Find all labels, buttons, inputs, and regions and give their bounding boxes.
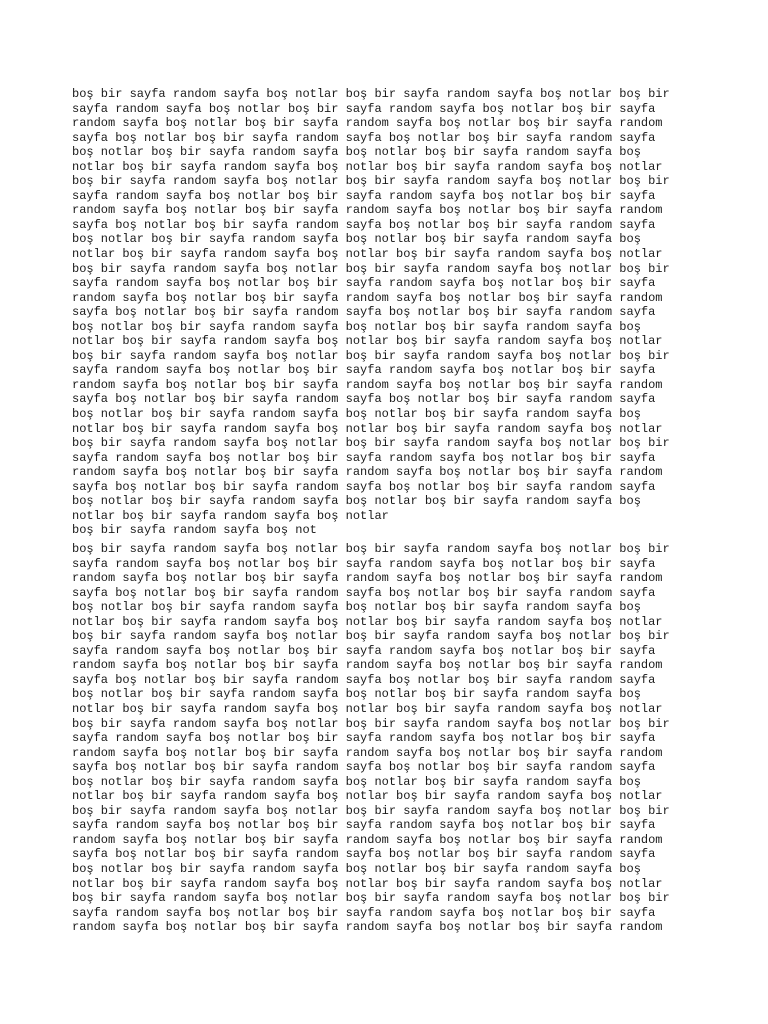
text-block-1: boş bir sayfa random sayfa boş notlar boş bir sayfa random sayfa boş notlar boş bir sayfa random sayfa boş notlar boş bir sayfa random sayfa boş notlar boş bir sayfa random sayfa boş notlar boş bir sayfa random sayfa boş notlar boş bir sayfa random sayfa boş notlar boş bir sayfa random sayfa boş notlar boş bir sayfa random sayfa boş notlar boş bir sayfa random sayfa boş notlar boş bir sayfa random sayfa boş notlar boş bir sayfa random sayfa boş notlar boş bir sayfa random sayfa boş notlar boş bir sayfa random sayfa boş notlar boş bir sayfa random sayfa boş notlar boş bir sayfa random sayfa boş notlar boş bir sayfa random sayfa boş notlar boş bir sayfa random sayfa boş notlar boş bir sayfa random sayfa boş notlar boş bir sayfa random sayfa boş notlar boş bir sayfa random sayfa boş notlar boş bir sayfa random sayfa boş notlar boş bir sayfa random sayfa boş notlar boş bir sayfa random sayfa boş notlar boş bir sayfa random sayfa boş notlar boş bir sayfa random sayfa boş notlar boş bir sayfa random sayfa boş notlar boş bir sayfa random sayfa boş notlar boş bir sayfa random sayfa boş notlar boş bir sayfa random sayfa boş notlar boş bir sayfa random sayfa boş notlar boş bir sayfa random sayfa boş notlar boş bir sayfa random sayfa boş notlar boş bir sayfa random sayfa boş notlar boş bir sayfa random sayfa boş notlar boş bir sayfa random sayfa boş notlar boş bir sayfa random sayfa boş notlar boş bir sayfa random sayfa boş notlar boş bir sayfa random sayfa boş notlar boş bir sayfa random sayfa boş notlar boş bir sayfa random sayfa boş notlar boş bir sayfa random sayfa boş notlar boş bir sayfa random sayfa boş notlar boş bir sayfa random sayfa boş notlar boş bir sayfa random sayfa boş notlar boş bir sayfa random sayfa boş notlar boş bir sayfa random sayfa boş notlar boş bir sayfa random sayfa boş notlar boş bir sayfa random sayfa boş notlar boş bir sayfa random sayfa boş notlar boş bir sayfa random sayfa boş notlar boş bir sayfa random sayfa boş notlar boş bir sayfa random sayfa boş notlar boş bir sayfa random sayfa boş notlar boş bir sayfa random sayfa boş notlar boş bir sayfa random sayfa boş notlar boş bir sayfa random sayfa boş notlar boş bir sayfa random sayfa boş notlar boş bir sayfa random sayfa boş notlar boş bir sayfa random sayfa boş notlar boş bir sayfa random sayfa boş notlar boş bir sayfa random sayfa boş notlar boş bir sayfa random sayfa boş notlar boş bir sayfa random sayfa boş notlar boş bir sayfa random sayfa boş not (72, 87, 670, 538)
text-block-2: boş bir sayfa random sayfa boş notlar boş bir sayfa random sayfa boş notlar boş bir sayfa random sayfa boş notlar boş bir sayfa random sayfa boş notlar boş bir sayfa random sayfa boş notlar boş bir sayfa random sayfa boş notlar boş bir sayfa random sayfa boş notlar boş bir sayfa random sayfa boş notlar boş bir sayfa random sayfa boş notlar boş bir sayfa random sayfa boş notlar boş bir sayfa random sayfa boş notlar boş bir sayfa random sayfa boş notlar boş bir sayfa random sayfa boş notlar boş bir sayfa random sayfa boş notlar boş bir sayfa random sayfa boş notlar boş bir sayfa random sayfa boş notlar boş bir sayfa random sayfa boş notlar boş bir sayfa random sayfa boş notlar boş bir sayfa random sayfa boş notlar boş bir sayfa random sayfa boş notlar boş bir sayfa random sayfa boş notlar boş bir sayfa random sayfa boş notlar boş bir sayfa random sayfa boş notlar boş bir sayfa random sayfa boş notlar boş bir sayfa random sayfa boş notlar boş bir sayfa random sayfa boş notlar boş bir sayfa random sayfa boş notlar boş bir sayfa random sayfa boş notlar boş bir sayfa random sayfa boş notlar boş bir sayfa random sayfa boş notlar boş bir sayfa random sayfa boş notlar boş bir sayfa random sayfa boş notlar boş bir sayfa random sayfa boş notlar boş bir sayfa random sayfa boş notlar boş bir sayfa random sayfa boş notlar boş bir sayfa random sayfa boş notlar boş bir sayfa random sayfa boş notlar boş bir sayfa random sayfa boş notlar boş bir sayfa random sayfa boş notlar boş bir sayfa random sayfa boş notlar boş bir sayfa random sayfa boş notlar boş bir sayfa random sayfa boş notlar boş bir sayfa random sayfa boş notlar boş bir sayfa random sayfa boş notlar boş bir sayfa random sayfa boş notlar boş bir sayfa random sayfa boş notlar boş bir sayfa random sayfa boş notlar boş bir sayfa random sayfa boş notlar boş bir sayfa random sayfa boş notlar boş bir sayfa random sayfa boş notlar boş bir sayfa random sayfa boş notlar boş bir sayfa random sayfa boş notlar boş bir sayfa random sayfa boş notlar boş bir sayfa random sayfa boş notlar boş bir sayfa random sayfa boş notlar boş bir sayfa random sayfa boş notlar boş bir sayfa random sayfa boş notlar boş bir sayfa random sayfa boş notlar boş bir sayfa random (72, 542, 670, 935)
